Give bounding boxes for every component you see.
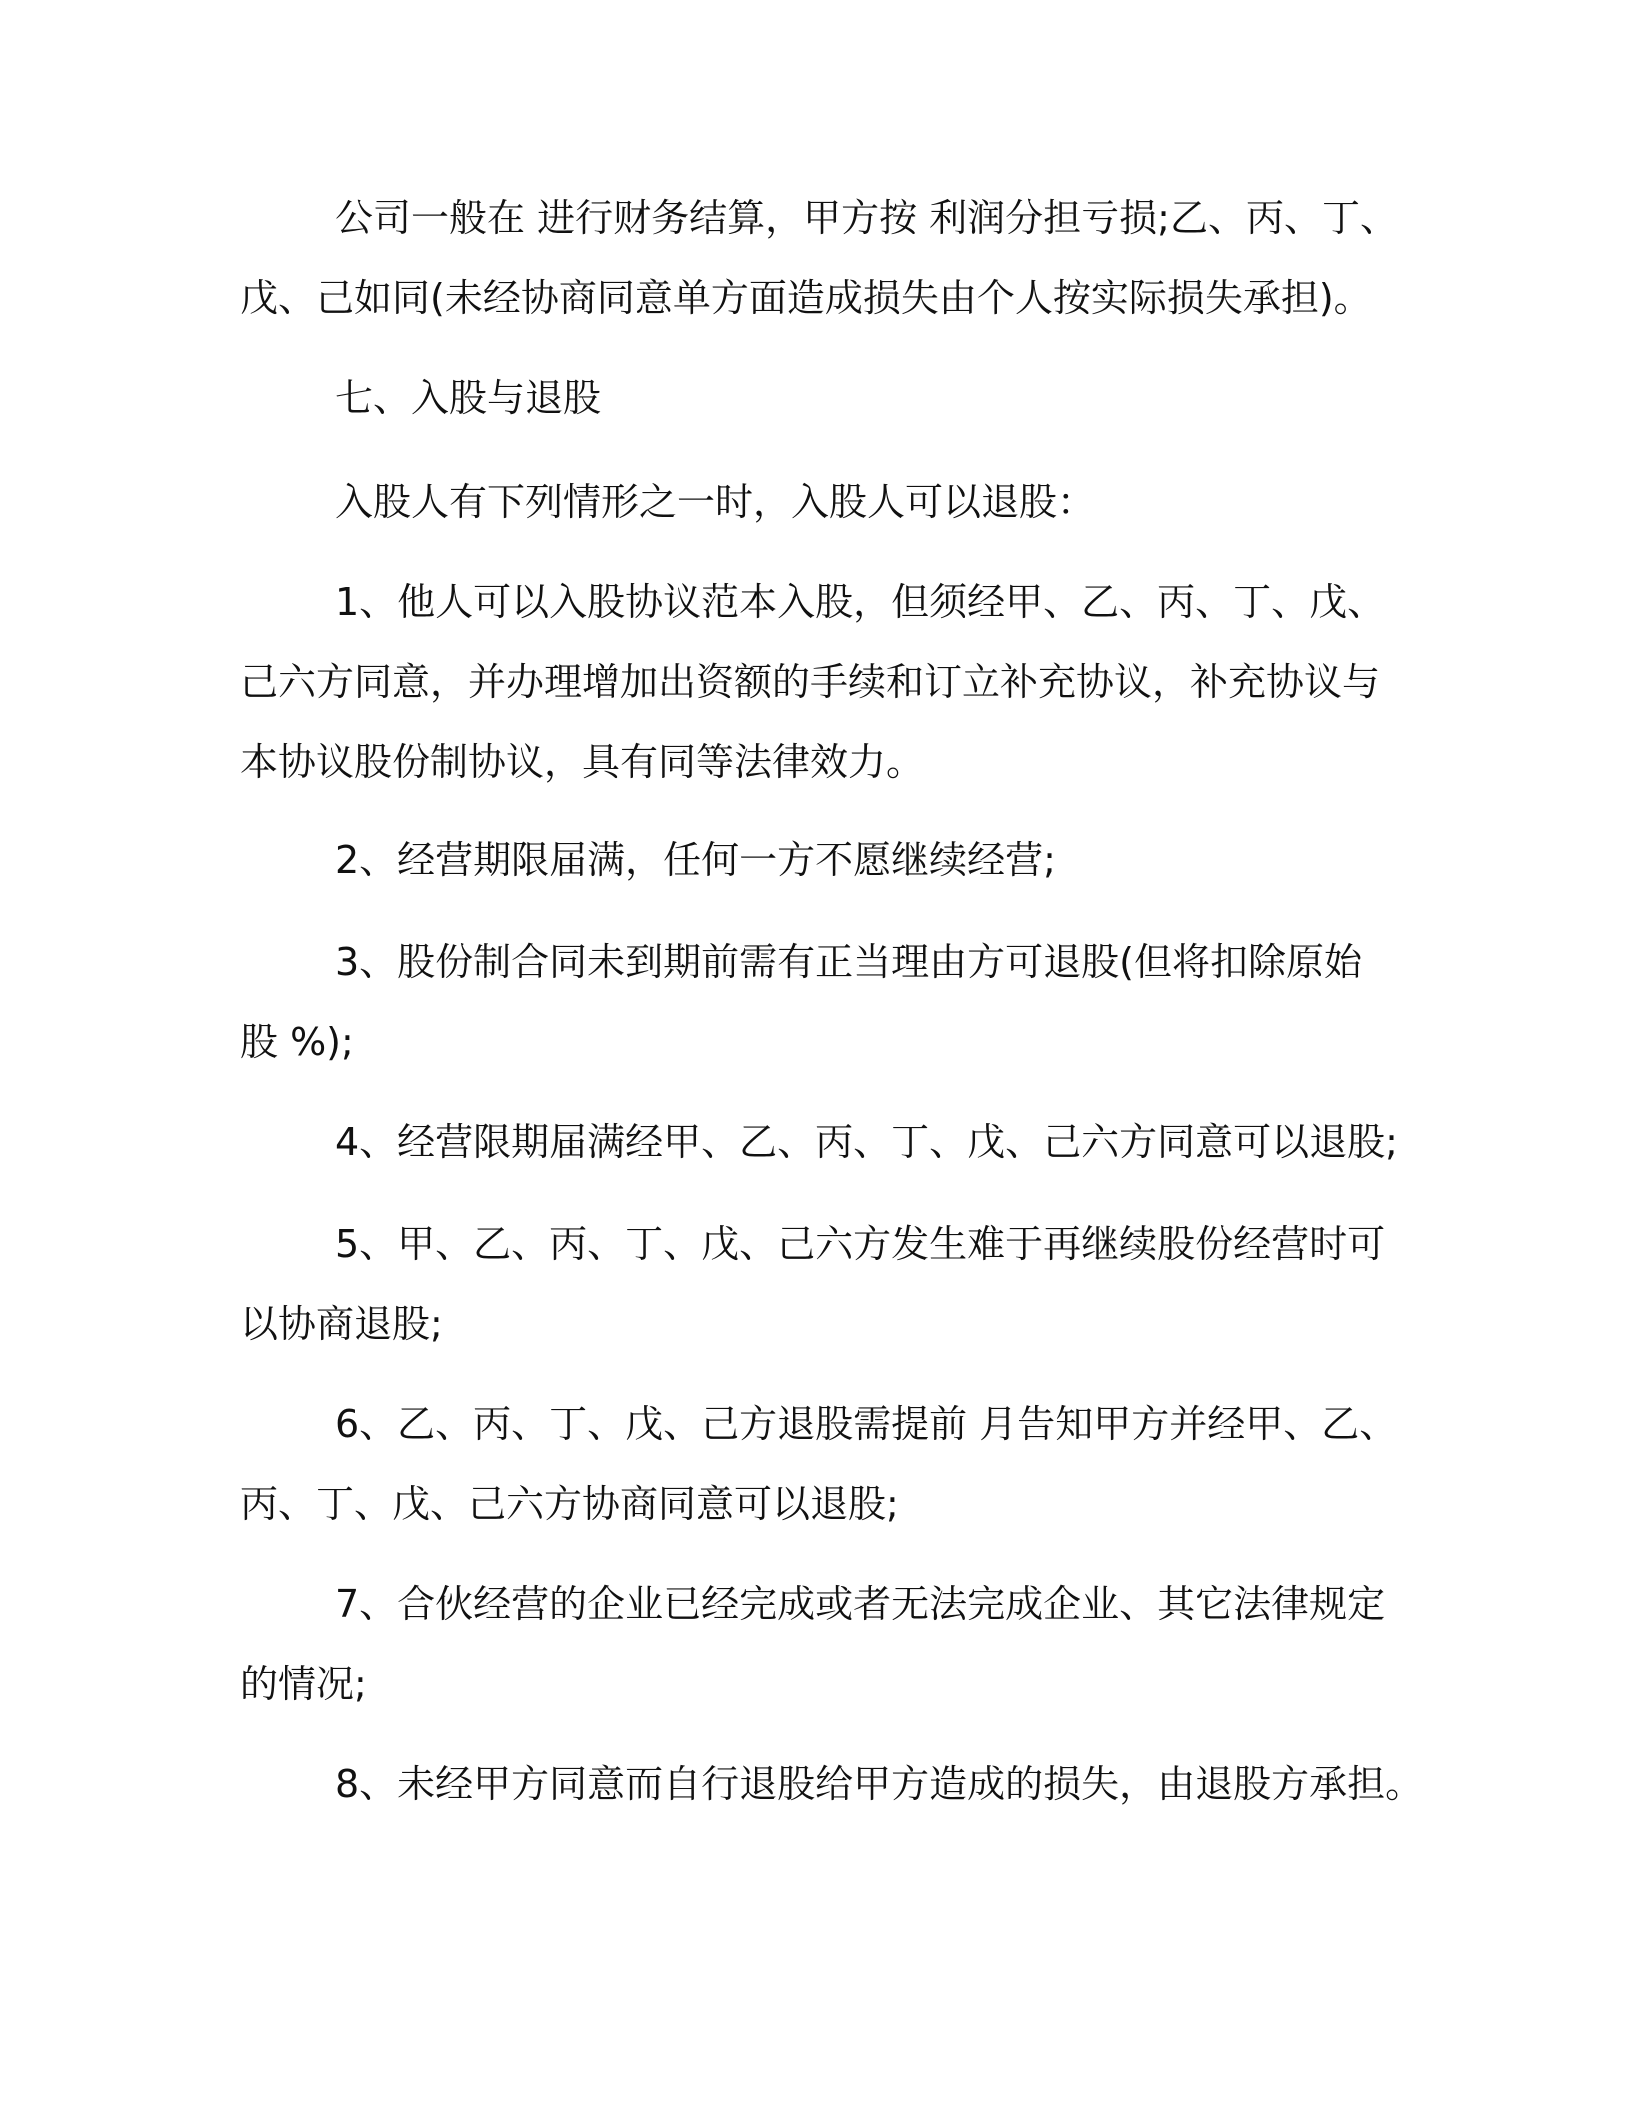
list-item-4: [240, 1102, 1400, 1182]
text-line: 8、未经甲方同意而自行退股给甲方造成的损失，由退股方承担。: [335, 1762, 1424, 1806]
text-line: 7、合伙经营的企业已经完成或者无法完成企业、其它法律规定: [335, 1582, 1386, 1626]
text-line: 公司一般在 进行财务结算，甲方按 利润分担亏损;乙、丙、丁、: [335, 196, 1398, 240]
text-line: 的情况;: [240, 1662, 367, 1706]
list-item-6: [240, 1384, 1400, 1544]
list-item-2: [240, 820, 1400, 900]
text-line: 5、甲、乙、丙、丁、戊、己六方发生难于再继续股份经营时可: [335, 1222, 1386, 1266]
list-item-5: [240, 1204, 1400, 1364]
text-line: 股 %);: [240, 1020, 354, 1064]
text-line: 己六方同意，并办理增加出资额的手续和订立补充协议，补充协议与: [240, 660, 1381, 704]
paragraph-profit-sharing: [240, 178, 1400, 338]
list-item-8: [240, 1744, 1424, 1824]
section-title: 七、入股与退股: [335, 376, 602, 420]
text-line: 4、经营限期届满经甲、乙、丙、丁、戊、己六方同意可以退股;: [335, 1120, 1398, 1164]
list-item-1: [240, 562, 1400, 802]
list-item-3: [240, 922, 1400, 1082]
text-line: 2、经营期限届满，任何一方不愿继续经营;: [335, 838, 1056, 882]
list-item-7: [240, 1564, 1400, 1724]
text-line: 以协商退股;: [240, 1302, 443, 1346]
paragraph-intro: [240, 462, 1400, 542]
section-heading: [240, 358, 1400, 438]
text-line: 6、乙、丙、丁、戊、己方退股需提前 月告知甲方并经甲、乙、: [335, 1402, 1398, 1446]
text-line: 戊、己如同(未经协商同意单方面造成损失由个人按实际损失承担)。: [240, 276, 1372, 320]
text-line: 3、股份制合同未到期前需有正当理由方可退股(但将扣除原始: [335, 940, 1363, 984]
text-line: 本协议股份制协议，具有同等法律效力。: [240, 740, 925, 784]
text-line: 丙、丁、戊、己六方协商同意可以退股;: [240, 1482, 899, 1526]
text-line: 1、他人可以入股协议范本入股，但须经甲、乙、丙、丁、戊、: [335, 580, 1386, 624]
text-line: 入股人有下列情形之一时，入股人可以退股：: [335, 480, 1096, 524]
